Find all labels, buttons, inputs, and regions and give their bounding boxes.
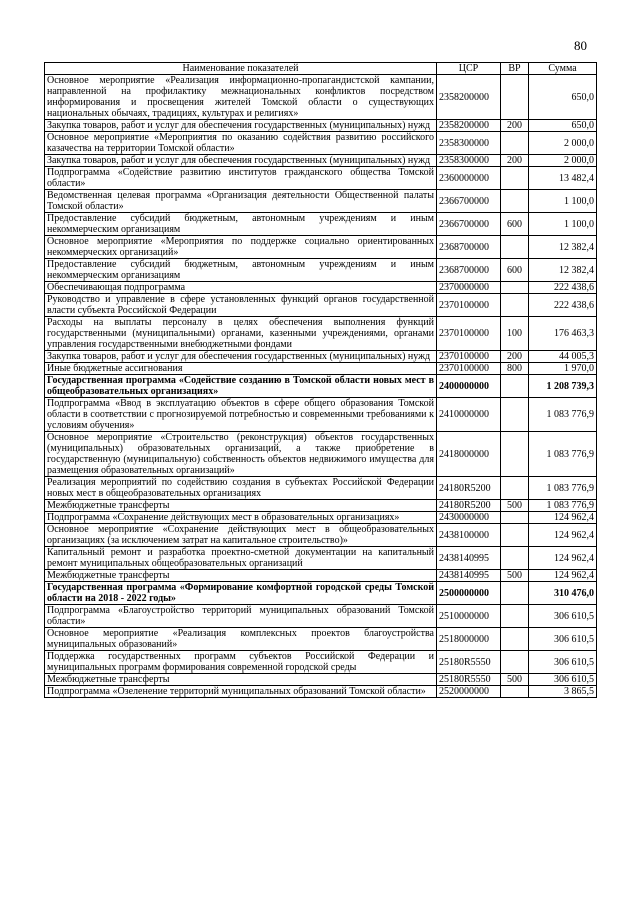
budget-table xyxy=(44,62,597,698)
table-row xyxy=(45,167,597,190)
table-row xyxy=(45,570,597,582)
row-sum-cell: 176 463,3 xyxy=(529,317,597,351)
row-vr-cell xyxy=(501,686,529,698)
row-name-cell: Предоставление субсидий бюджетным, автономным учреждениям и иным некоммерческим организациям xyxy=(45,213,437,236)
row-sum-cell: 44 005,3 xyxy=(529,351,597,363)
table-row xyxy=(45,317,597,351)
row-sum-cell: 222 438,6 xyxy=(529,282,597,294)
row-csr-cell: 2438140995 xyxy=(437,570,501,582)
row-csr-cell: 2370100000 xyxy=(437,351,501,363)
row-name-cell: Основное мероприятие «Реализация информационно-пропагандистской кампании, направленной на профилактику межнациональных конфликтов посредством информирования и просвещения жителей Томской области о существующих национальных обычаях, традициях, культурах и религиях» xyxy=(45,75,437,120)
table-row xyxy=(45,628,597,651)
table-row xyxy=(45,686,597,698)
row-vr-cell: 500 xyxy=(501,570,529,582)
table-row xyxy=(45,524,597,547)
row-name-cell: Основное мероприятие «Реализация комплексных проектов благоустройства муниципальных образований» xyxy=(45,628,437,651)
row-name-cell: Подпрограмма «Озеленение территорий муниципальных образований Томской области» xyxy=(45,686,437,698)
row-vr-cell xyxy=(501,398,529,432)
row-vr-cell: 200 xyxy=(501,155,529,167)
row-name-cell: Предоставление субсидий бюджетным, автономным учреждениям и иным некоммерческим организациям xyxy=(45,259,437,282)
row-name-cell: Капитальный ремонт и разработка проектно-сметной документации на капитальный ремонт муниципальных общеобразовательных организаций xyxy=(45,547,437,570)
row-sum-cell: 2 000,0 xyxy=(529,132,597,155)
header-csr: ЦСР xyxy=(437,63,501,75)
table-row xyxy=(45,651,597,674)
table-row xyxy=(45,674,597,686)
row-name-cell: Основное мероприятие «Мероприятия по оказанию содействия развитию российского казачества на территории Томской области» xyxy=(45,132,437,155)
row-sum-cell: 1 083 776,9 xyxy=(529,500,597,512)
row-csr-cell: 2520000000 xyxy=(437,686,501,698)
row-vr-cell xyxy=(501,547,529,570)
row-csr-cell: 2418000000 xyxy=(437,432,501,477)
row-vr-cell: 600 xyxy=(501,259,529,282)
row-name-cell: Ведомственная целевая программа «Организация деятельности Общественной палаты Томской области» xyxy=(45,190,437,213)
row-sum-cell: 124 962,4 xyxy=(529,524,597,547)
row-csr-cell: 2366700000 xyxy=(437,190,501,213)
row-name-cell: Закупка товаров, работ и услуг для обеспечения государственных (муниципальных) нужд xyxy=(45,120,437,132)
row-sum-cell: 2 000,0 xyxy=(529,155,597,167)
row-sum-cell: 12 382,4 xyxy=(529,259,597,282)
table-row xyxy=(45,282,597,294)
row-vr-cell xyxy=(501,294,529,317)
row-csr-cell: 2368700000 xyxy=(437,236,501,259)
row-csr-cell: 2438140995 xyxy=(437,547,501,570)
row-csr-cell: 2358300000 xyxy=(437,132,501,155)
row-csr-cell: 2400000000 xyxy=(437,375,501,398)
row-sum-cell: 650,0 xyxy=(529,75,597,120)
row-csr-cell: 2360000000 xyxy=(437,167,501,190)
row-csr-cell: 2370100000 xyxy=(437,317,501,351)
row-vr-cell: 200 xyxy=(501,351,529,363)
row-name-cell: Государственная программа «Содействие созданию в Томской области новых мест в общеобразовательных организациях» xyxy=(45,375,437,398)
row-vr-cell: 800 xyxy=(501,363,529,375)
row-sum-cell: 1 083 776,9 xyxy=(529,398,597,432)
row-sum-cell: 306 610,5 xyxy=(529,651,597,674)
row-csr-cell: 2500000000 xyxy=(437,582,501,605)
row-csr-cell: 25180R5550 xyxy=(437,651,501,674)
table-row xyxy=(45,120,597,132)
row-sum-cell: 306 610,5 xyxy=(529,628,597,651)
page-number: 80 xyxy=(574,38,587,53)
table-row xyxy=(45,500,597,512)
row-vr-cell xyxy=(501,282,529,294)
row-name-cell: Основное мероприятие «Мероприятия по поддержке социально ориентированных некоммерческих организаций» xyxy=(45,236,437,259)
row-csr-cell: 2430000000 xyxy=(437,512,501,524)
table-row xyxy=(45,259,597,282)
row-vr-cell xyxy=(501,75,529,120)
row-name-cell: Иные бюджетные ассигнования xyxy=(45,363,437,375)
row-name-cell: Расходы на выплаты персоналу в целях обеспечения выполнения функций государственными (муниципальными) органами, казенными учреждениями, органами управления государственными внебюджетными фондами xyxy=(45,317,437,351)
table-row xyxy=(45,363,597,375)
row-sum-cell: 1 100,0 xyxy=(529,190,597,213)
row-vr-cell xyxy=(501,432,529,477)
row-vr-cell xyxy=(501,628,529,651)
table-row xyxy=(45,582,597,605)
row-name-cell: Подпрограмма «Ввод в эксплуатацию объектов в сфере общего образования Томской области в соответствии с прогнозируемой потребностью и современными требованиями к условиям обучения» xyxy=(45,398,437,432)
row-sum-cell: 222 438,6 xyxy=(529,294,597,317)
row-csr-cell: 24180R5200 xyxy=(437,477,501,500)
row-sum-cell: 306 610,5 xyxy=(529,674,597,686)
row-vr-cell xyxy=(501,651,529,674)
row-sum-cell: 1 083 776,9 xyxy=(529,477,597,500)
row-sum-cell: 650,0 xyxy=(529,120,597,132)
row-vr-cell xyxy=(501,167,529,190)
row-name-cell: Руководство и управление в сфере установленных функций органов государственной власти субъекта Российской Федерации xyxy=(45,294,437,317)
row-name-cell: Подпрограмма «Благоустройство территорий муниципальных образований Томской области» xyxy=(45,605,437,628)
header-name: Наименование показателей xyxy=(45,63,437,75)
row-csr-cell: 2370100000 xyxy=(437,294,501,317)
row-csr-cell: 2368700000 xyxy=(437,259,501,282)
row-sum-cell: 13 482,4 xyxy=(529,167,597,190)
row-sum-cell: 1 208 739,3 xyxy=(529,375,597,398)
table-row xyxy=(45,605,597,628)
row-name-cell: Основное мероприятие «Строительство (реконструкция) объектов государственных (муниципальных) образовательных организаций, а также приобретение в государственную (муниципальную) собственность объектов недвижимого имущества для размещения образовательных организаций» xyxy=(45,432,437,477)
row-sum-cell: 1 083 776,9 xyxy=(529,432,597,477)
row-sum-cell: 306 610,5 xyxy=(529,605,597,628)
row-csr-cell: 2410000000 xyxy=(437,398,501,432)
row-csr-cell: 2438100000 xyxy=(437,524,501,547)
row-vr-cell xyxy=(501,477,529,500)
table-row xyxy=(45,351,597,363)
row-vr-cell xyxy=(501,524,529,547)
row-vr-cell xyxy=(501,132,529,155)
row-vr-cell xyxy=(501,375,529,398)
table-row xyxy=(45,132,597,155)
row-vr-cell: 600 xyxy=(501,213,529,236)
row-name-cell: Межбюджетные трансферты xyxy=(45,570,437,582)
row-sum-cell: 124 962,4 xyxy=(529,570,597,582)
table-row xyxy=(45,432,597,477)
row-name-cell: Закупка товаров, работ и услуг для обеспечения государственных (муниципальных) нужд xyxy=(45,155,437,167)
row-name-cell: Реализация мероприятий по содействию создания в субъектах Российской Федерации новых мест в общеобразовательных организациях xyxy=(45,477,437,500)
table-row xyxy=(45,398,597,432)
row-vr-cell xyxy=(501,582,529,605)
row-name-cell: Закупка товаров, работ и услуг для обеспечения государственных (муниципальных) нужд xyxy=(45,351,437,363)
table-row xyxy=(45,213,597,236)
row-csr-cell: 2358300000 xyxy=(437,155,501,167)
row-csr-cell: 24180R5200 xyxy=(437,500,501,512)
row-name-cell: Межбюджетные трансферты xyxy=(45,500,437,512)
row-name-cell: Межбюджетные трансферты xyxy=(45,674,437,686)
row-sum-cell: 124 962,4 xyxy=(529,547,597,570)
row-csr-cell: 2366700000 xyxy=(437,213,501,236)
row-sum-cell: 3 865,5 xyxy=(529,686,597,698)
row-name-cell: Подпрограмма «Сохранение действующих мест в образовательных организациях» xyxy=(45,512,437,524)
table-row xyxy=(45,477,597,500)
table-row xyxy=(45,155,597,167)
table-row xyxy=(45,294,597,317)
row-name-cell: Государственная программа «Формирование комфортной городской среды Томской области на 2018 - 2022 годы» xyxy=(45,582,437,605)
table-row xyxy=(45,190,597,213)
table-row xyxy=(45,75,597,120)
row-vr-cell: 500 xyxy=(501,674,529,686)
row-vr-cell: 100 xyxy=(501,317,529,351)
row-sum-cell: 310 476,0 xyxy=(529,582,597,605)
row-vr-cell: 500 xyxy=(501,500,529,512)
row-sum-cell: 1 100,0 xyxy=(529,213,597,236)
row-csr-cell: 2518000000 xyxy=(437,628,501,651)
row-csr-cell: 25180R5550 xyxy=(437,674,501,686)
table-row xyxy=(45,375,597,398)
row-name-cell: Поддержка государственных программ субъектов Российской Федерации и муниципальных программ формирования современной городской среды xyxy=(45,651,437,674)
row-name-cell: Основное мероприятие «Сохранение действующих мест в общеобразовательных организациях (за исключением затрат на капитальное строительство)» xyxy=(45,524,437,547)
row-csr-cell: 2510000000 xyxy=(437,605,501,628)
row-sum-cell: 12 382,4 xyxy=(529,236,597,259)
table-row xyxy=(45,512,597,524)
header-vr: ВР xyxy=(501,63,529,75)
header-sum: Сумма xyxy=(529,63,597,75)
table-row xyxy=(45,547,597,570)
row-vr-cell: 200 xyxy=(501,120,529,132)
table-header-row xyxy=(45,63,597,75)
row-sum-cell: 1 970,0 xyxy=(529,363,597,375)
row-vr-cell xyxy=(501,605,529,628)
row-vr-cell xyxy=(501,512,529,524)
row-vr-cell xyxy=(501,190,529,213)
row-csr-cell: 2358200000 xyxy=(437,120,501,132)
row-name-cell: Обеспечивающая подпрограмма xyxy=(45,282,437,294)
row-csr-cell: 2358200000 xyxy=(437,75,501,120)
row-name-cell: Подпрограмма «Содействие развитию институтов гражданского общества Томской области» xyxy=(45,167,437,190)
row-csr-cell: 2370100000 xyxy=(437,363,501,375)
row-sum-cell: 124 962,4 xyxy=(529,512,597,524)
row-csr-cell: 2370000000 xyxy=(437,282,501,294)
table-body xyxy=(45,75,597,698)
row-vr-cell xyxy=(501,236,529,259)
table-row xyxy=(45,236,597,259)
